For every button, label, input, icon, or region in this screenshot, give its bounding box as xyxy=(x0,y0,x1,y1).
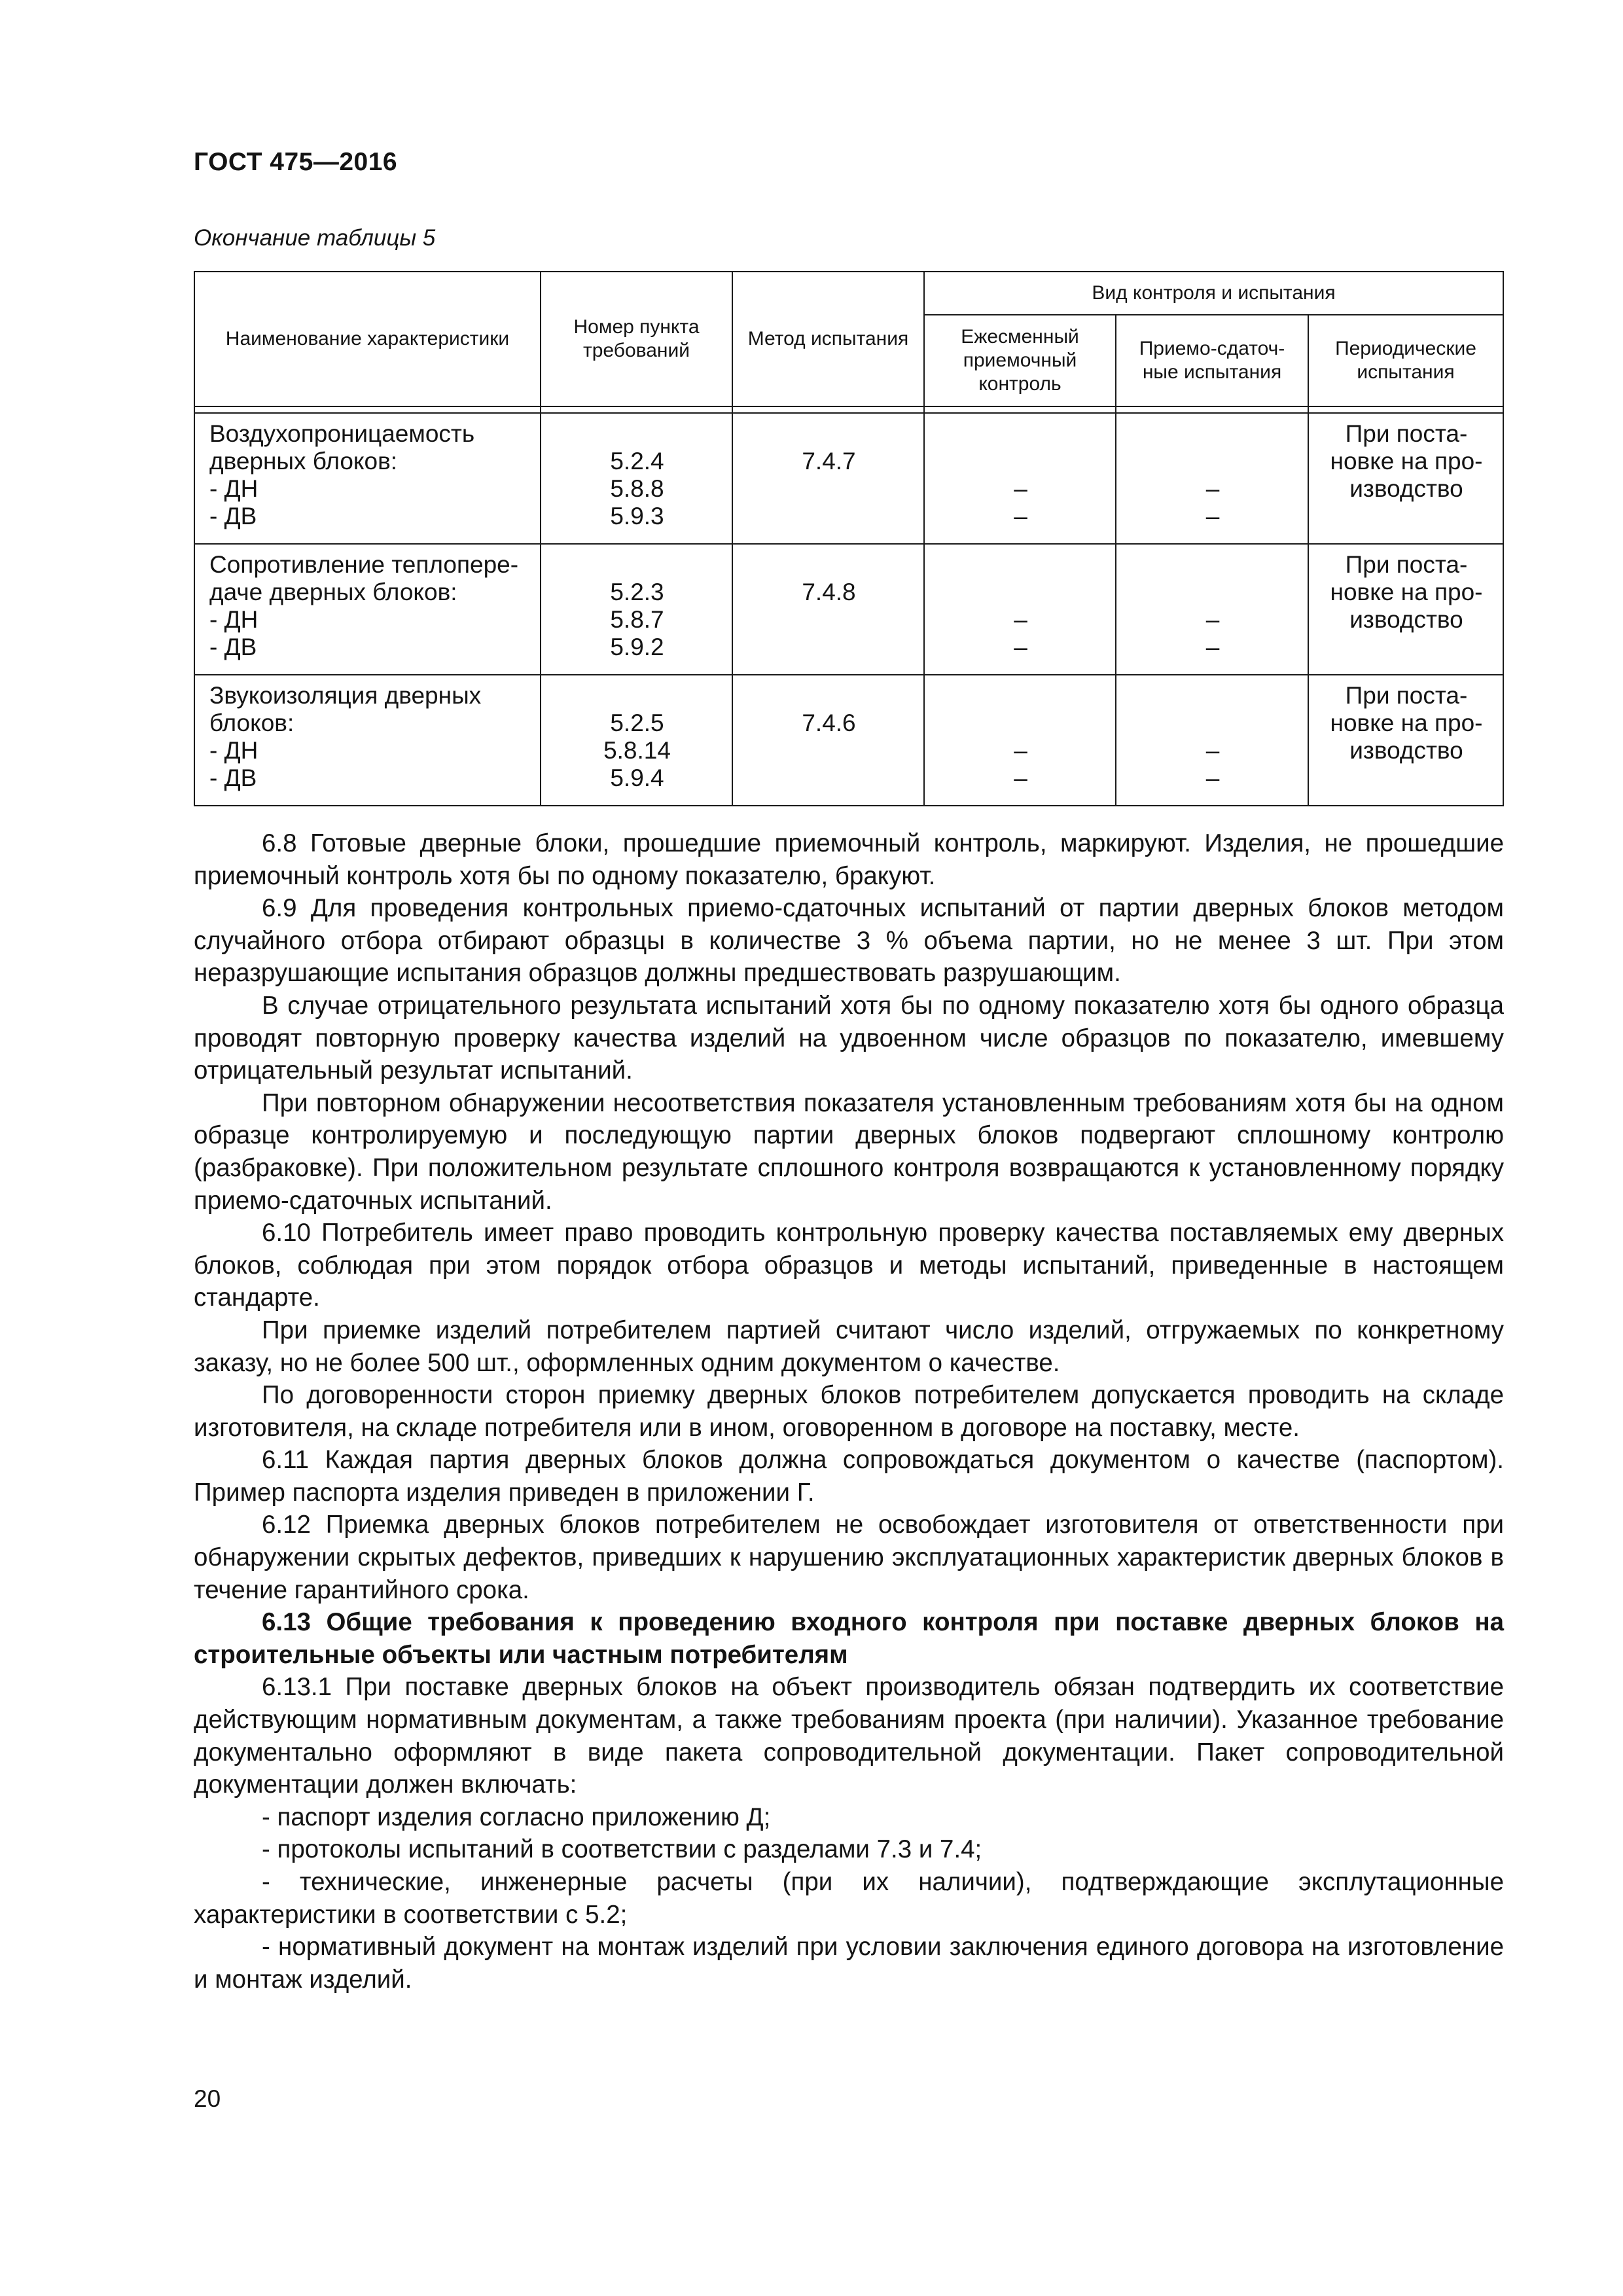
cell-line xyxy=(939,579,1102,606)
body-text xyxy=(194,827,1504,1996)
cell-line: 5.2.4 xyxy=(610,448,664,475)
paragraph: 6.10 Потребитель имеет право проводить контрольную проверку качества поставляемых ему дверных блоков, соблюдая при этом порядок отбора образцов и методы испытаний, приведенные в настоящем стандарте. xyxy=(194,1219,1504,1312)
cell-monthly xyxy=(924,413,1116,544)
cell-line xyxy=(747,551,910,579)
cell-req xyxy=(541,413,732,544)
cell-line: - ДН xyxy=(209,737,259,764)
cell-line: – xyxy=(1014,475,1027,502)
cell-line: – xyxy=(1205,606,1220,633)
paragraph: 6.8 Готовые дверные блоки, прошедшие приемочный контроль, маркируют. Изделия, не прошедшие приемочный контроль хотя бы по одному показателю, бракуют. xyxy=(194,829,1504,890)
cell-line xyxy=(747,475,910,503)
cell-line: – xyxy=(1205,475,1220,502)
cell-line: изводство xyxy=(1349,475,1463,502)
cell-line xyxy=(1131,420,1294,448)
cell-periodic xyxy=(1308,675,1503,806)
cell-acceptance xyxy=(1116,675,1308,806)
header-group: Вид контроля и испытания xyxy=(924,272,1503,315)
paragraph: При повторном обнаружении несоответствия показателя установленным требованиям хотя бы на одном образце контролируемую и последующую партии дверных блоков подвергают сплошному контролю (разбраковке). При положительном результате сплошного контроля возвращаются к установленному порядку приемо-сдаточных испытаний. xyxy=(194,1088,1504,1215)
cell-line: 5.9.2 xyxy=(610,634,664,660)
cell-line: даче дверных блоков: xyxy=(209,579,457,605)
table-body xyxy=(194,413,1503,806)
cell-line: 5.9.4 xyxy=(610,764,664,791)
cell-method xyxy=(732,544,924,675)
cell-req xyxy=(541,675,732,806)
cell-line xyxy=(1131,448,1294,475)
cell-line: При поста- xyxy=(1345,420,1468,447)
table-row xyxy=(194,413,1503,544)
cell-line: – xyxy=(1014,606,1027,633)
cell-line xyxy=(1131,709,1294,737)
cell-periodic xyxy=(1308,413,1503,544)
cell-monthly xyxy=(924,675,1116,806)
cell-line: – xyxy=(1205,634,1220,660)
cell-line: - ДВ xyxy=(209,634,257,660)
cell-line: – xyxy=(1205,503,1220,529)
cell-line xyxy=(747,737,910,764)
cell-line xyxy=(747,420,910,448)
cell-monthly xyxy=(924,544,1116,675)
cell-req xyxy=(541,544,732,675)
header-name: Наименование характеристики xyxy=(194,272,541,406)
cell-line: 5.9.3 xyxy=(610,503,664,529)
cell-line: При поста- xyxy=(1345,682,1468,709)
cell-line xyxy=(747,634,910,661)
cell-line xyxy=(1131,551,1294,579)
paragraph: 6.12 Приемка дверных блоков потребителем не освобождает изготовителя от ответственности при обнаружении скрытых дефектов, приведших к нарушению эксплуатационных характеристик дверных блоков в течение гарантийного срока. xyxy=(194,1511,1504,1604)
cell-acceptance xyxy=(1116,544,1308,675)
paragraph: В случае отрицательного результата испытаний хотя бы по одному показателю хотя бы одного образца проводят повторную проверку качества изделий на удвоенном числе образцов по показателю, имевшему отрицательный результат испытаний. xyxy=(194,991,1504,1085)
cell-line xyxy=(747,503,910,530)
cell-line: новке на про- xyxy=(1330,579,1483,605)
cell-line xyxy=(556,682,719,709)
paragraph: 6.11 Каждая партия дверных блоков должна сопровождаться документом о качестве (паспортом). Пример паспорта изделия приведен в приложении Г. xyxy=(194,1446,1504,1507)
cell-line: изводство xyxy=(1349,606,1463,633)
cell-line xyxy=(939,420,1102,448)
cell-line: – xyxy=(1205,764,1220,791)
cell-line: 7.4.8 xyxy=(802,579,856,605)
cell-acceptance xyxy=(1116,413,1308,544)
cell-line: 5.8.14 xyxy=(603,737,671,764)
cell-line: Сопротивление теплопере- xyxy=(209,551,519,578)
cell-line xyxy=(939,682,1102,709)
cell-name xyxy=(194,675,541,806)
cell-line: - ДН xyxy=(209,606,259,633)
cell-line xyxy=(556,420,719,448)
cell-line: новке на про- xyxy=(1330,448,1483,475)
page-number: 20 xyxy=(194,2085,221,2112)
table-row xyxy=(194,675,1503,806)
cell-line: дверных блоков: xyxy=(209,448,398,475)
table-row xyxy=(194,544,1503,675)
cell-line xyxy=(939,551,1102,579)
cell-line: При поста- xyxy=(1345,551,1468,578)
paragraph: 6.13 Общие требования к проведению входного контроля при поставке дверных блоков на строительные объекты или частным потребителям xyxy=(194,1608,1504,1669)
header-acceptance: Приемо-сдаточ-ные испытания xyxy=(1116,315,1308,406)
paragraph: - паспорт изделия согласно приложению Д; xyxy=(262,1803,771,1831)
cell-line: изводство xyxy=(1349,737,1463,764)
paragraph: - нормативный документ на монтаж изделий при условии заключения единого договора на изготовление и монтаж изделий. xyxy=(194,1933,1504,1994)
cell-line: Звукоизоляция дверных xyxy=(209,682,482,709)
cell-line: 7.4.7 xyxy=(802,448,856,475)
cell-method xyxy=(732,675,924,806)
cell-line xyxy=(747,606,910,634)
paragraph: При приемке изделий потребителем партией считают число изделий, отгружаемых по конкретному заказу, но не более 500 шт., оформленных одним документом о качестве. xyxy=(194,1316,1504,1377)
cell-line: - ДН xyxy=(209,475,259,502)
cell-line: – xyxy=(1014,764,1027,791)
cell-line xyxy=(939,448,1102,475)
cell-line: 5.2.5 xyxy=(610,709,664,736)
cell-line xyxy=(747,764,910,792)
cell-line: 5.8.7 xyxy=(610,606,664,633)
cell-line: – xyxy=(1014,737,1027,764)
cell-line xyxy=(1131,579,1294,606)
cell-line: новке на про- xyxy=(1330,709,1483,736)
cell-line xyxy=(747,682,910,709)
cell-line: 7.4.6 xyxy=(802,709,856,736)
paragraph: 6.9 Для проведения контрольных приемо-сдаточных испытаний от партии дверных блоков методом случайного отбора отбирают образцы в количестве 3 % объема партии, но не менее 3 шт. При этом неразрушающие испытания образцов должны предшествовать разрушающим. xyxy=(194,894,1504,988)
doc-code: ГОСТ 475—2016 xyxy=(194,148,398,176)
cell-line: блоков: xyxy=(209,709,294,736)
paragraph: По договоренности сторон приемку дверных блоков потребителем допускается проводить на складе изготовителя, на складе потребителя или в ином, оговоренном в договоре на поставку, месте. xyxy=(194,1381,1504,1442)
cell-line: – xyxy=(1014,634,1027,660)
control-table xyxy=(194,271,1504,806)
cell-name xyxy=(194,544,541,675)
cell-line xyxy=(1131,682,1294,709)
cell-line xyxy=(939,709,1102,737)
header-periodic: Периодические испытания xyxy=(1308,315,1503,406)
cell-periodic xyxy=(1308,544,1503,675)
cell-line: 5.2.3 xyxy=(610,579,664,605)
paragraph: - технические, инженерные расчеты (при их наличии), подтверждающие эксплутационные характеристики в соответствии с 5.2; xyxy=(194,1868,1504,1929)
header-monthly: Ежесменный приемочный контроль xyxy=(924,315,1116,406)
cell-line xyxy=(556,551,719,579)
cell-line: – xyxy=(1205,737,1220,764)
cell-method xyxy=(732,413,924,544)
cell-line: 5.8.8 xyxy=(610,475,664,502)
cell-line: - ДВ xyxy=(209,503,257,529)
header-method: Метод испытания xyxy=(732,272,924,406)
paragraph: - протоколы испытаний в соответствии с разделами 7.3 и 7.4; xyxy=(262,1835,982,1864)
header-req: Номер пункта требований xyxy=(541,272,732,406)
cell-line: - ДВ xyxy=(209,764,257,791)
cell-line: – xyxy=(1014,503,1027,529)
table-caption: Окончание таблицы 5 xyxy=(194,225,436,251)
paragraph: 6.13.1 При поставке дверных блоков на объект производитель обязан подтвердить их соответствие действующим нормативным документам, а также требованиям проекта (при наличии). Указанное требование документально оформляют в виде пакета сопроводительной документации. Пакет сопроводительной документации должен включать: xyxy=(194,1673,1504,1799)
cell-name xyxy=(194,413,541,544)
cell-line: Воздухопроницаемость xyxy=(209,420,475,447)
